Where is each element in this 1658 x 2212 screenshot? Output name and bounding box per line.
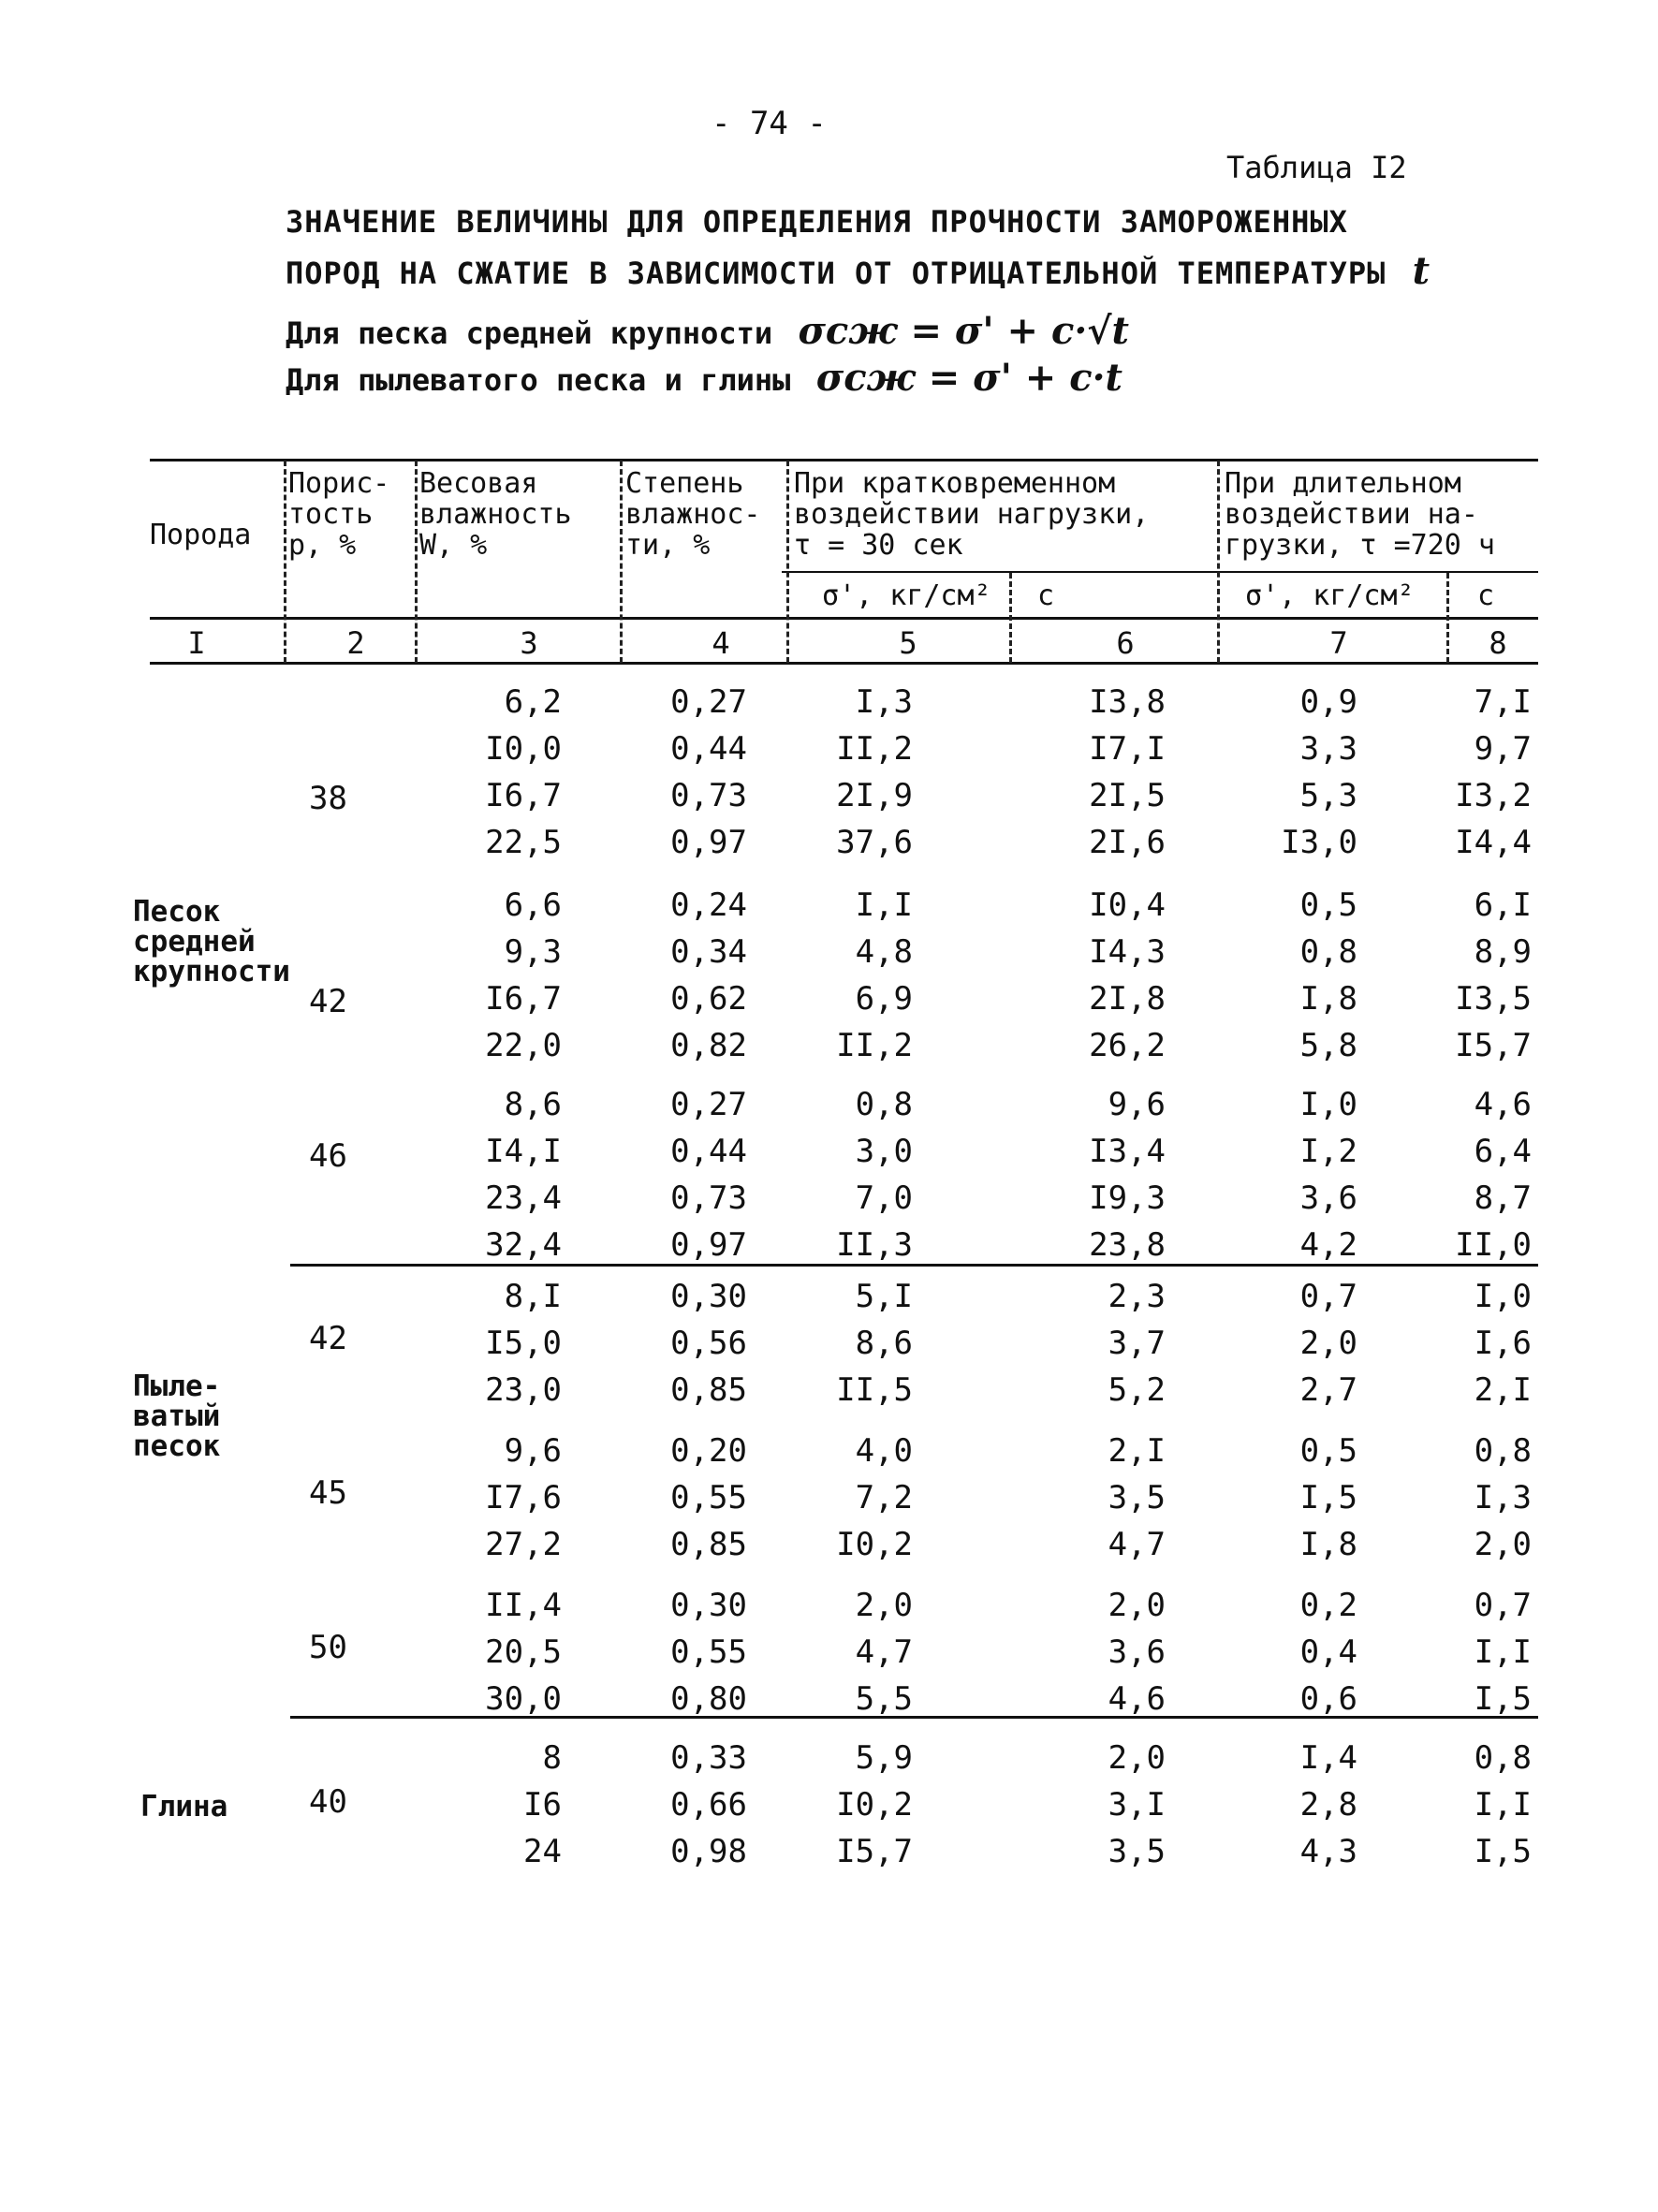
table-cell: 4,6 (1474, 1086, 1532, 1123)
table-cell: 0,85 (670, 1526, 747, 1563)
table-cell: 4,0 (855, 1432, 913, 1470)
header-c-long: c (1477, 579, 1495, 612)
table-top-rule (150, 459, 1538, 461)
table-cell: I4,3 (1089, 933, 1166, 971)
table-cell: 4,7 (855, 1633, 913, 1671)
table-cell: 32,4 (485, 1226, 562, 1264)
table-cell: 5,8 (1299, 1027, 1357, 1064)
table-cell: 27,2 (485, 1526, 562, 1563)
porosity-value: 50 (309, 1629, 347, 1666)
table-cell: 8,6 (504, 1086, 562, 1123)
table-cell: 23,8 (1089, 1226, 1166, 1264)
table-cell: 30,0 (485, 1680, 562, 1718)
table-cell: 0,55 (670, 1633, 747, 1671)
table-cell: 7,0 (855, 1179, 913, 1217)
rock-type-medium-sand: Песок средней крупности (133, 895, 290, 989)
title-line-2-text: ПОРОД НА СЖАТИЕ В ЗАВИСИМОСТИ ОТ ОТРИЦАТЕЛЬНОЙ ТЕМПЕРАТУРЫ (286, 256, 1387, 291)
table-cell: 3,5 (1108, 1479, 1166, 1516)
table-cell: 22,0 (485, 1027, 562, 1064)
table-cell: 20,5 (485, 1633, 562, 1671)
table-cell: I9,3 (1089, 1179, 1166, 1217)
table-cell: I7,6 (485, 1479, 562, 1516)
table-cell: 23,4 (485, 1179, 562, 1217)
column-divider-4 (786, 461, 789, 663)
table-cell: 0,30 (670, 1278, 747, 1315)
header-moisture: Весовая влажность W, % (419, 467, 572, 562)
table-cell: I3,2 (1455, 777, 1532, 814)
table-cell: 0,85 (670, 1371, 747, 1409)
table-cell: II,2 (836, 730, 913, 768)
table-cell: 4,7 (1108, 1526, 1166, 1563)
table-cell: 2I,8 (1089, 980, 1166, 1018)
table-cell: 37,6 (836, 824, 913, 861)
table-cell: 6,4 (1474, 1133, 1532, 1170)
formula-silty-sand-clay-expression: σсж = σ' + c·t (815, 356, 1123, 400)
formula-silty-sand-clay-label: Для пылеватого песка и глины (286, 362, 791, 398)
table-cell: I,6 (1474, 1325, 1532, 1362)
table-cell: I0,4 (1089, 886, 1166, 924)
table-cell: I0,2 (836, 1526, 913, 1563)
table-cell: 0,5 (1299, 886, 1357, 924)
column-divider-2 (415, 461, 418, 663)
table-cell: 4,3 (1299, 1833, 1357, 1870)
table-cell: 2,0 (1299, 1325, 1357, 1362)
table-cell: 3,6 (1108, 1633, 1166, 1671)
formula-medium-sand-expression: σсж = σ' + c·√t (798, 309, 1130, 353)
table-cell: I3,4 (1089, 1133, 1166, 1170)
table-cell: 0,9 (1299, 683, 1357, 721)
table-cell: II,3 (836, 1226, 913, 1264)
table-cell: 0,20 (670, 1432, 747, 1470)
table-cell: 0,55 (670, 1479, 747, 1516)
rock-type-clay: Глина (140, 1790, 228, 1824)
table-cell: I,8 (1299, 980, 1357, 1018)
table-cell: 0,24 (670, 886, 747, 924)
table-cell: I0,0 (485, 730, 562, 768)
table-cell: 5,9 (855, 1739, 913, 1777)
table-cell: 9,3 (504, 933, 562, 971)
column-divider-5 (1009, 573, 1012, 663)
table-cell: I4,I (485, 1133, 562, 1170)
column-number: 4 (712, 625, 730, 661)
table-cell: 22,5 (485, 824, 562, 861)
rock-type-silty-sand: Пыле- ватый песок (133, 1370, 221, 1463)
table-cell: I,I (1474, 1786, 1532, 1824)
table-cell: 3,6 (1299, 1179, 1357, 1217)
table-cell: 0,30 (670, 1587, 747, 1624)
table-cell: 2,0 (1474, 1526, 1532, 1563)
table-cell: 0,34 (670, 933, 747, 971)
table-cell: I,3 (1474, 1479, 1532, 1516)
header-short-load: При кратковременном воздействии нагрузки, τ = 30 сек (794, 467, 1150, 562)
table-cell: 0,27 (670, 1086, 747, 1123)
table-cell: 0,73 (670, 777, 747, 814)
column-number: 8 (1489, 625, 1507, 661)
table-cell: 2,7 (1299, 1371, 1357, 1409)
table-cell: 0,8 (1474, 1739, 1532, 1777)
table-cell: 5,5 (855, 1680, 913, 1718)
table-cell: I,5 (1299, 1479, 1357, 1516)
table-cell: II,5 (836, 1371, 913, 1409)
table-cell: 8,6 (855, 1325, 913, 1362)
column-divider-3 (620, 461, 623, 663)
table-cell: 8,7 (1474, 1179, 1532, 1217)
table-cell: 6,2 (504, 683, 562, 721)
table-cell: 8 (542, 1739, 562, 1777)
table-cell: I5,7 (1455, 1027, 1532, 1064)
table-cell: 0,27 (670, 683, 747, 721)
table-cell: 6,6 (504, 886, 562, 924)
header-sigma-short: σ', кг/см² (822, 579, 991, 612)
subheader-rule (782, 571, 1538, 573)
column-divider-1 (284, 461, 286, 663)
table-cell: 2,0 (1108, 1587, 1166, 1624)
table-cell: I6 (523, 1786, 562, 1824)
table-cell: II,2 (836, 1027, 913, 1064)
table-cell: 0,98 (670, 1833, 747, 1870)
column-number: 6 (1116, 625, 1135, 661)
table-cell: 0,80 (670, 1680, 747, 1718)
table-cell: 9,6 (1108, 1086, 1166, 1123)
table-cell: 0,73 (670, 1179, 747, 1217)
table-cell: 26,2 (1089, 1027, 1166, 1064)
header-porosity: Порис- тость р, % (288, 467, 390, 562)
porosity-value: 42 (309, 983, 347, 1020)
column-numbers-rule (150, 662, 1538, 665)
table-cell: I3,8 (1089, 683, 1166, 721)
table-cell: I,4 (1299, 1739, 1357, 1777)
table-cell: I,3 (855, 683, 913, 721)
section-rule-1 (290, 1264, 1538, 1267)
column-number: I (187, 625, 206, 661)
table-cell: 8,I (504, 1278, 562, 1315)
table-cell: I5,7 (836, 1833, 913, 1870)
temperature-symbol: t (1412, 249, 1431, 293)
table-cell: 23,0 (485, 1371, 562, 1409)
column-divider-7 (1446, 573, 1449, 663)
table-cell: 0,97 (670, 824, 747, 861)
table-cell: 0,82 (670, 1027, 747, 1064)
porosity-value: 45 (309, 1474, 347, 1512)
table-cell: I6,7 (485, 777, 562, 814)
table-cell: 5,3 (1299, 777, 1357, 814)
column-number: 3 (520, 625, 538, 661)
table-cell: I4,4 (1455, 824, 1532, 861)
table-cell: I0,2 (836, 1786, 913, 1824)
table-cell: 6,9 (855, 980, 913, 1018)
table-cell: 24 (523, 1833, 562, 1870)
table-cell: 0,8 (1474, 1432, 1532, 1470)
table-cell: 0,44 (670, 730, 747, 768)
porosity-value: 38 (309, 780, 347, 817)
table-cell: I,0 (1474, 1278, 1532, 1315)
table-cell: 3,7 (1108, 1325, 1166, 1362)
header-saturation: Степень влажнос- ти, % (625, 467, 761, 562)
table-cell: 0,66 (670, 1786, 747, 1824)
table-cell: 8,9 (1474, 933, 1532, 971)
table-cell: 0,7 (1299, 1278, 1357, 1315)
table-cell: I,0 (1299, 1086, 1357, 1123)
table-cell: 2,I (1474, 1371, 1532, 1409)
table-cell: I,8 (1299, 1526, 1357, 1563)
header-rock: Порода (150, 519, 252, 551)
table-cell: 4,8 (855, 933, 913, 971)
header-long-load: При длительном воздействии на- грузки, τ =720 ч (1225, 467, 1495, 562)
table-cell: 0,8 (1299, 933, 1357, 971)
table-cell: 2,0 (855, 1587, 913, 1624)
page-number: - 74 - (712, 105, 827, 142)
table-cell: 0,2 (1299, 1587, 1357, 1624)
table-cell: 0,44 (670, 1133, 747, 1170)
table-cell: 0,6 (1299, 1680, 1357, 1718)
table-cell: II,0 (1455, 1226, 1532, 1264)
formula-silty-sand-clay (286, 356, 1122, 400)
table-cell: I,I (855, 886, 913, 924)
column-number: 2 (346, 625, 365, 661)
table-cell: 3,I (1108, 1786, 1166, 1824)
table-cell: I7,I (1089, 730, 1166, 768)
table-cell: 2I,5 (1089, 777, 1166, 814)
formula-medium-sand-label: Для песка средней крупности (286, 315, 773, 351)
table-cell: 0,56 (670, 1325, 747, 1362)
table-cell: II,4 (485, 1587, 562, 1624)
table-cell: 4,2 (1299, 1226, 1357, 1264)
porosity-value: 42 (309, 1320, 347, 1357)
table-cell: I5,0 (485, 1325, 562, 1362)
table-cell: 0,7 (1474, 1587, 1532, 1624)
table-cell: 2I,9 (836, 777, 913, 814)
table-cell: 2,I (1108, 1432, 1166, 1470)
table-cell: 2I,6 (1089, 824, 1166, 861)
table-cell: I3,0 (1281, 824, 1357, 861)
table-cell: 0,5 (1299, 1432, 1357, 1470)
porosity-value: 40 (309, 1783, 347, 1821)
table-number: Таблица I2 (1226, 150, 1407, 185)
title-line-2 (286, 249, 1431, 293)
title-line-1: ЗНАЧЕНИЕ ВЕЛИЧИНЫ ДЛЯ ОПРЕДЕЛЕНИЯ ПРОЧНОСТИ ЗАМОРОЖЕННЫХ (286, 204, 1348, 240)
table-cell: I,2 (1299, 1133, 1357, 1170)
header-c-short: c (1037, 579, 1055, 612)
table-cell: 4,6 (1108, 1680, 1166, 1718)
table-cell: 7,2 (855, 1479, 913, 1516)
table-cell: 0,62 (670, 980, 747, 1018)
porosity-value: 46 (309, 1137, 347, 1175)
table-cell: I,5 (1474, 1680, 1532, 1718)
table-cell: 0,97 (670, 1226, 747, 1264)
table-cell: 9,7 (1474, 730, 1532, 768)
column-divider-6 (1217, 461, 1220, 663)
table-cell: 3,0 (855, 1133, 913, 1170)
formula-medium-sand (286, 309, 1129, 353)
header-bottom-rule (150, 617, 1538, 620)
column-number: 5 (899, 625, 917, 661)
table-cell: 6,I (1474, 886, 1532, 924)
table-cell: I6,7 (485, 980, 562, 1018)
table-cell: I3,5 (1455, 980, 1532, 1018)
table-cell: 0,8 (855, 1086, 913, 1123)
table-cell: 3,3 (1299, 730, 1357, 768)
table-cell: 2,0 (1108, 1739, 1166, 1777)
table-cell: 7,I (1474, 683, 1532, 721)
table-cell: 2,3 (1108, 1278, 1166, 1315)
table-cell: 3,5 (1108, 1833, 1166, 1870)
table-cell: 5,I (855, 1278, 913, 1315)
header-sigma-long: σ', кг/см² (1245, 579, 1415, 612)
table-cell: 0,33 (670, 1739, 747, 1777)
table-cell: I,I (1474, 1633, 1532, 1671)
table-cell: 9,6 (504, 1432, 562, 1470)
table-cell: 2,8 (1299, 1786, 1357, 1824)
table-cell: I,5 (1474, 1833, 1532, 1870)
table-cell: 5,2 (1108, 1371, 1166, 1409)
table-cell: 0,4 (1299, 1633, 1357, 1671)
column-number: 7 (1329, 625, 1348, 661)
